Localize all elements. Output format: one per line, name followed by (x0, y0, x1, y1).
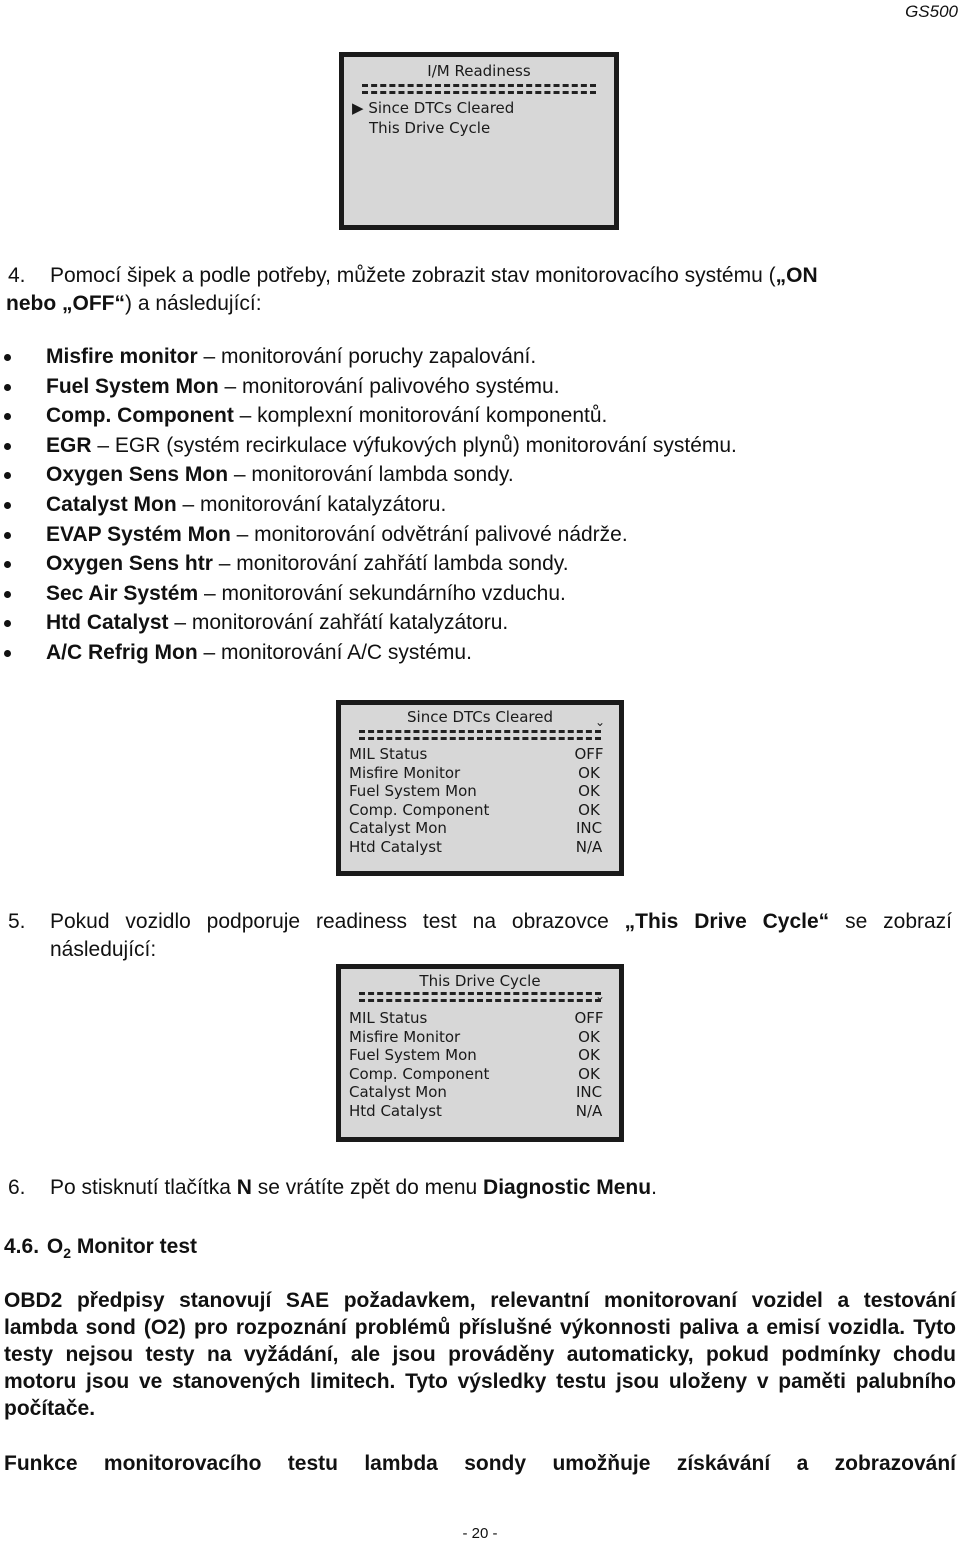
bullet-icon (4, 443, 11, 450)
scanner-screen-this-drive-cycle (336, 964, 624, 1142)
monitor-description: – monitorování zahřátí lambda sondy. (212, 552, 569, 576)
monitor-term: Misfire monitor (46, 345, 198, 368)
status-value: OFF (574, 745, 604, 763)
monitor-description: – monitorování katalyzátoru. (176, 492, 447, 516)
monitor-description: – monitorování odvětrání palivové nádrže. (230, 522, 628, 546)
status-label: Htd Catalyst (349, 1102, 442, 1120)
screen-divider (362, 84, 596, 94)
status-row (349, 1028, 609, 1046)
list-item (0, 550, 737, 580)
list-item (0, 491, 737, 521)
scanner-screen-im-readiness (339, 52, 619, 230)
monitor-description: – monitorování A/C systému. (197, 640, 472, 664)
key-label: N (236, 1176, 252, 1199)
menu-item-this-drive-cycle[interactable] (369, 119, 490, 137)
status-value: INC (575, 1083, 603, 1102)
monitor-term: Oxygen Sens Mon (46, 463, 229, 487)
drive-cycle-label: „This Drive Cycle“ (624, 910, 830, 933)
bullet-icon (4, 502, 11, 509)
monitor-term: Sec Air Systém (46, 581, 199, 605)
status-label: Fuel System Mon (349, 782, 477, 801)
monitor-term: Comp. Component (46, 404, 234, 428)
monitor-term: Oxygen Sens htr (46, 552, 213, 576)
monitor-term: Fuel System Mon (46, 374, 219, 398)
status-label: Catalyst Mon (349, 1083, 447, 1102)
step-number: 6. (8, 1176, 26, 1199)
off-prefix: nebo (6, 292, 62, 315)
status-value: OK (578, 763, 600, 782)
bullet-icon (4, 384, 11, 391)
monitor-term: EVAP Systém Mon (46, 522, 231, 546)
status-value: OK (578, 1027, 600, 1046)
monitor-term: A/C Refrig Mon (46, 640, 198, 664)
list-item (0, 461, 737, 491)
menu-item-label: This Drive Cycle (369, 119, 491, 137)
status-label: Misfire Monitor (349, 763, 461, 782)
monitor-description: – monitorování poruchy zapalování. (197, 345, 537, 368)
monitor-term: Htd Catalyst (46, 611, 169, 635)
status-row (349, 801, 609, 819)
status-label: Misfire Monitor (349, 1027, 461, 1046)
selection-arrow-icon: ▶ (352, 99, 364, 117)
step-number: 4. (8, 264, 26, 287)
page-number: - 20 - (462, 1525, 498, 1542)
menu-item-label: Since DTCs Cleared (368, 99, 515, 117)
status-row (349, 838, 609, 856)
status-value: OK (578, 782, 600, 801)
bullet-icon (4, 354, 11, 361)
status-value: N/A (575, 1102, 603, 1120)
status-label: MIL Status (349, 1009, 428, 1027)
monitor-term: EGR (46, 433, 92, 457)
section-heading (4, 1233, 956, 1267)
list-item (0, 609, 737, 639)
status-value: INC (575, 819, 603, 838)
status-value: OK (578, 1046, 600, 1065)
status-value: OFF (574, 1009, 604, 1027)
status-label: Comp. Component (349, 1064, 490, 1083)
bullet-icon (4, 650, 11, 657)
step-text: Po stisknutí tlačítka N se vrátíte zpět do menu Diagnostic Menu. (50, 1176, 657, 1199)
step-number: 5. (8, 910, 26, 933)
list-item (0, 580, 737, 610)
monitor-description: – monitorování zahřátí katalyzátoru. (168, 611, 509, 635)
monitor-term: Catalyst Mon (46, 492, 177, 516)
screen-title: I/M Readiness (427, 62, 531, 80)
status-label: Htd Catalyst (349, 838, 442, 856)
status-row (349, 764, 609, 782)
status-row (349, 1083, 609, 1101)
bullet-icon (4, 472, 11, 479)
status-label: Fuel System Mon (349, 1046, 477, 1065)
bullet-icon (4, 591, 11, 598)
menu-item-since-dtcs-cleared[interactable] (352, 99, 514, 117)
screen-title: This Drive Cycle (419, 972, 541, 990)
scroll-down-icon: ⌄ (594, 715, 605, 729)
monitor-description: – monitorování sekundárního vzduchu. (198, 581, 566, 605)
screen-divider (359, 992, 601, 1002)
list-item (0, 521, 737, 551)
bullet-icon (4, 532, 11, 539)
on-label: „ON (775, 264, 818, 287)
status-row (349, 819, 609, 837)
status-row (349, 1102, 609, 1120)
status-value: N/A (575, 838, 603, 856)
monitor-description: – monitorování lambda sondy. (228, 463, 514, 487)
monitor-description: – EGR (systém recirkulace výfukových plynů) monitorování systému. (91, 433, 737, 457)
list-item (0, 639, 737, 669)
list-item (0, 402, 737, 432)
status-value: OK (578, 800, 600, 819)
list-item (0, 373, 737, 403)
monitor-list (0, 343, 737, 669)
bullet-icon (4, 561, 11, 568)
status-row (349, 782, 609, 800)
status-row (349, 1065, 609, 1083)
status-value: OK (578, 1064, 600, 1083)
scanner-screen-since-dtcs-cleared (336, 700, 624, 876)
screen-title: Since DTCs Cleared (407, 708, 553, 726)
monitor-description: – monitorování palivového systému. (218, 374, 560, 398)
section-title: $O_2$ Monitor test (46, 1235, 198, 1262)
step-text: Pokud vozidlo podporuje readiness test na obrazovce „This Drive Cycle“ se zobrazí následující: (50, 910, 953, 961)
status-row (349, 745, 609, 763)
document-code: GS500 (905, 2, 958, 21)
status-label: Comp. Component (349, 800, 490, 819)
monitor-description: – komplexní monitorování komponentů. (233, 404, 608, 428)
list-item (0, 343, 737, 373)
off-label: „OFF“ (62, 292, 125, 315)
bullet-icon (4, 620, 11, 627)
status-row (349, 1046, 609, 1064)
menu-label: Diagnostic Menu (483, 1176, 652, 1199)
body-paragraph-1: OBD2 předpisy stanovují SAE požadavkem, relevantní monitorovaní vozidel a testování lambda sond (O2) pro rozpoznání problémů příslušné výkonnosti paliva a emisí vozidla. Tyto testy nejsou testy na vyžádání, ale jsou prováděny automaticky, pokud podmínky chodu motoru jsou ve stanovených limitech. Tyto výsledky testu jsou uloženy v paměti palubního počítače. (4, 1289, 956, 1420)
step-text: Pomocí šipek a podle potřeby, můžete zobrazit stav monitorovacího systému („ON nebo „OFF“) a následující: (6, 264, 818, 315)
section-number: 4.6. (4, 1235, 40, 1258)
scroll-down-icon: ⌄ (594, 989, 605, 1003)
status-label: Catalyst Mon (349, 819, 447, 838)
list-item (0, 432, 737, 462)
status-label: MIL Status (349, 745, 428, 763)
body-paragraph-2: Funkce monitorovacího testu lambda sondy umožňuje získávání a zobrazování (4, 1452, 956, 1475)
status-row (349, 1009, 609, 1027)
bullet-icon (4, 413, 11, 420)
screen-divider (359, 730, 601, 740)
